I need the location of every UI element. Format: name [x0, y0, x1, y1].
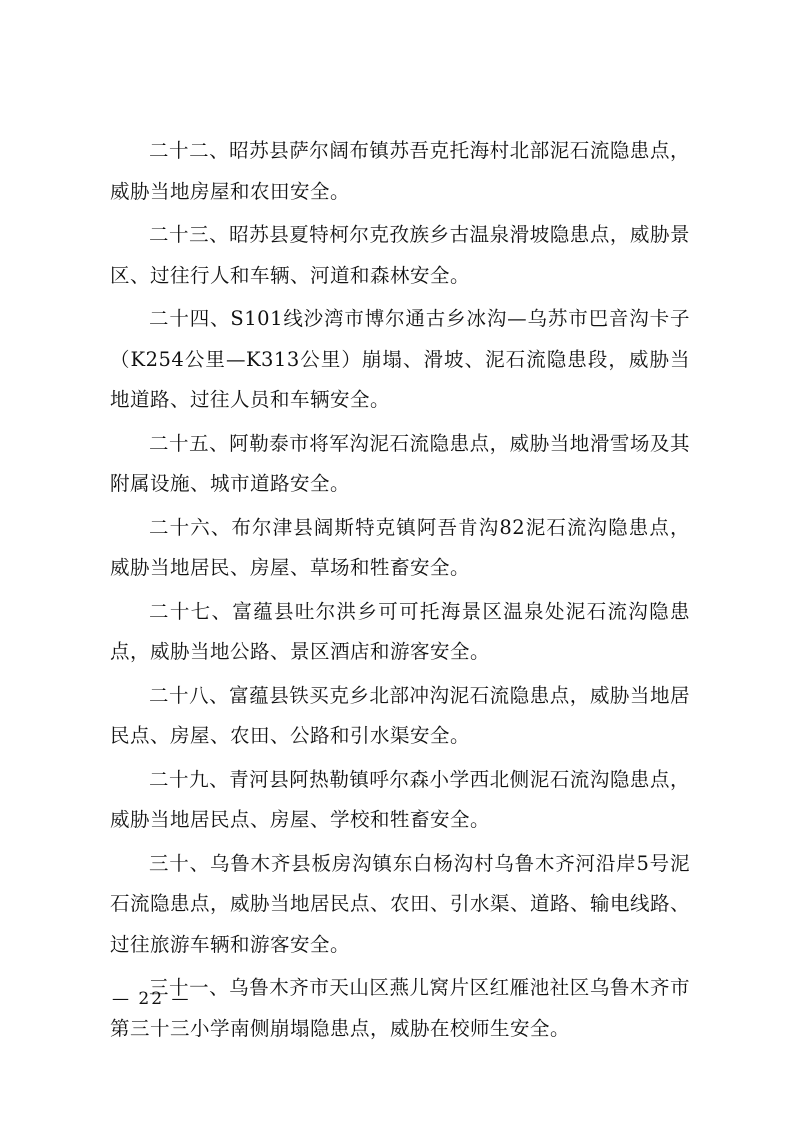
paragraph-24: 二十四、S101线沙湾市博尔通古乡冰沟—乌苏市巴音沟卡子（K254公里—K313公里）崩塌、滑坡、泥石流隐患段，威胁当地道路、过往人员和车辆安全。	[110, 307, 690, 411]
paragraph-29: 二十九、青河县阿热勒镇呼尔森小学西北侧泥石流沟隐患点，威胁当地居民点、房屋、学校和牲畜安全。	[110, 767, 690, 831]
paragraph-27: 二十七、富蕴县吐尔洪乡可可托海景区温泉处泥石流沟隐患点，威胁当地公路、景区酒店和游客安全。	[110, 599, 690, 663]
paragraph-25: 二十五、阿勒泰市将军沟泥石流隐患点，威胁当地滑雪场及其附属设施、城市道路安全。	[110, 431, 690, 495]
paragraph-23: 二十三、昭苏县夏特柯尔克孜族乡古温泉滑坡隐患点，威胁景区、过往行人和车辆、河道和森林安全。	[110, 223, 690, 287]
page-number: — 22 —	[112, 989, 191, 1009]
paragraph-26: 二十六、布尔津县阔斯特克镇阿吾肯沟82泥石流沟隐患点，威胁当地居民、房屋、草场和牲畜安全。	[110, 515, 690, 579]
paragraph-22: 二十二、昭苏县萨尔阔布镇苏吾克托海村北部泥石流隐患点，威胁当地房屋和农田安全。	[110, 139, 690, 203]
paragraph-31: 三十一、乌鲁木齐市天山区燕儿窝片区红雁池社区乌鲁木齐市第三十三小学南侧崩塌隐患点，威胁在校师生安全。	[110, 976, 690, 1040]
paragraph-28: 二十八、富蕴县铁买克乡北部冲沟泥石流隐患点，威胁当地居民点、房屋、农田、公路和引水渠安全。	[110, 683, 690, 747]
paragraph-30: 三十、乌鲁木齐县板房沟镇东白杨沟村乌鲁木齐河沿岸5号泥石流隐患点，威胁当地居民点、农田、引水渠、道路、输电线路、过往旅游车辆和游客安全。	[110, 851, 691, 956]
document-body	[110, 131, 690, 1052]
